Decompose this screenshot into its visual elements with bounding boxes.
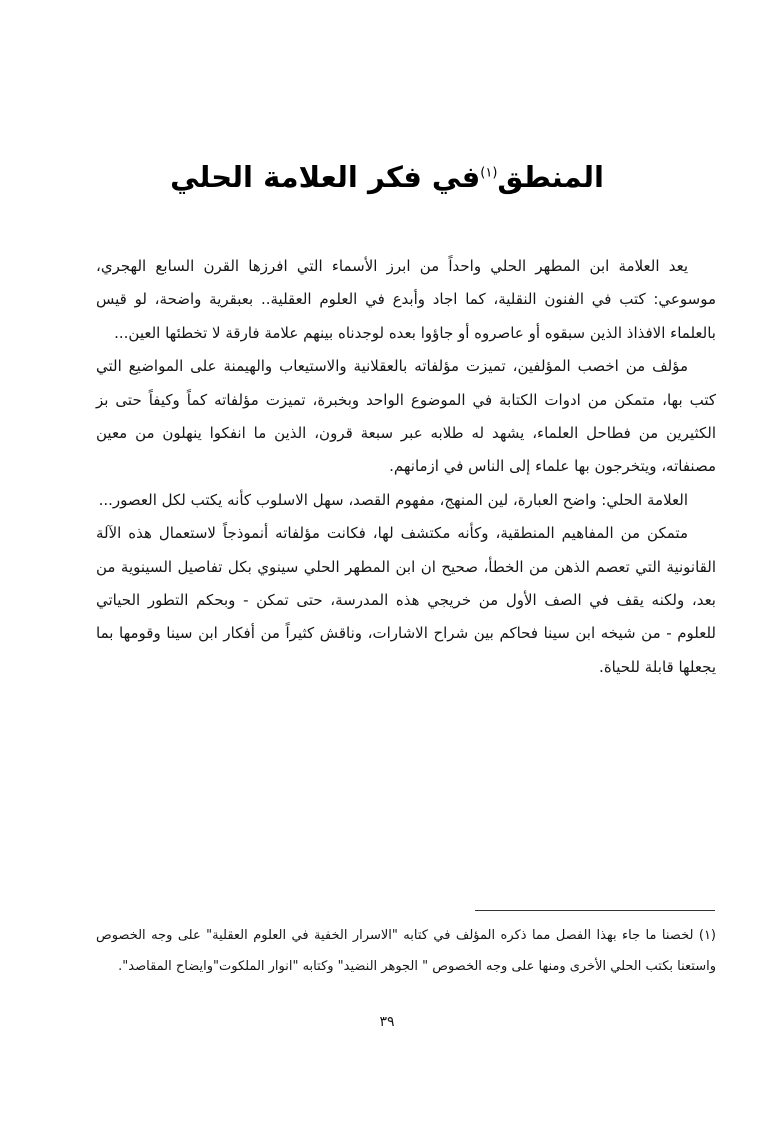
chapter-title (0, 160, 774, 194)
paragraph: العلامة الحلي: واضح العبارة، لين المنهج، مفهوم القصد، سهل الاسلوب كأنه يكتب لكل العصور... (98, 490, 688, 509)
paragraph: يعد العلامة ابن المطهر الحلي واحداً من ابرز الأسماء التي افرزها القرن السابع الهجري، موسوعي: كتب في الفنون النقلية، كما اجاد وأبدع في العلوم العقلية.. بعبقرية واضحة، لو قيس بالعلماء الافذاذ الذين سبقوه أو عاصروه أو جاؤوا بعده لوجدناه بينهم علامة فارقة لا تخطئها العين... (96, 257, 716, 342)
chapter-title-rest: في فكر العلامة الحلي (170, 160, 481, 194)
footnote (96, 920, 716, 982)
page-number: ٣٩ (379, 1014, 395, 1030)
paragraph: متمكن من المفاهيم المنطقية، وكأنه مكتشف لها، فكانت مؤلفاته أنموذجاً لاستعمال هذه الآلة القانونية التي تعصم الذهن من الخطأ، صحيح ان ابن المطهر الحلي سينوي بكل تفاصيل السينوية من بعد، ولكنه يقف في الصف الأول من خريجي هذه المدرسة، حتى تمكن - وبحكم التطور الحياتي للعلوم - من شيخه ابن سينا فحاكم بين شراح الاشارات، وناقش كثيراً من أفكار ابن سينا وقومها بما يجعلها قابلة للحياة. (96, 524, 716, 676)
footnote-text: (١) لخصنا ما جاء بهذا الفصل مما ذكره المؤلف في كتابه "الاسرار الخفية في العلوم العقلية" على وجه الخصوص واستعنا بكتب الحلي الأخرى ومنها على وجه الخصوص " الجوهر النضيد" وكتابه "انوار الملكوت"وايضاح المقاصد". (96, 928, 716, 974)
body-text (96, 250, 716, 684)
chapter-title-word: المنطق (497, 160, 604, 194)
footnote-divider (475, 910, 715, 911)
paragraph: مؤلف من اخصب المؤلفين، تميزت مؤلفاته بالعقلانية والاستيعاب والهيمنة على المواضيع التي كتب بها، متمكن من ادوات الكتابة في الموضوع الواحد وبخبرة، تميزت مؤلفاته كماً وكيفاً حتى بز الكثيرين من فطاحل العلماء، يشهد له طلابه عبر سبعة قرون، الذين ما انفكوا ينهلون من معين مصنفاته، ويتخرجون بها علماء إلى الناس في ازمانهم. (96, 357, 716, 476)
footnote-reference: (١) (480, 165, 498, 181)
